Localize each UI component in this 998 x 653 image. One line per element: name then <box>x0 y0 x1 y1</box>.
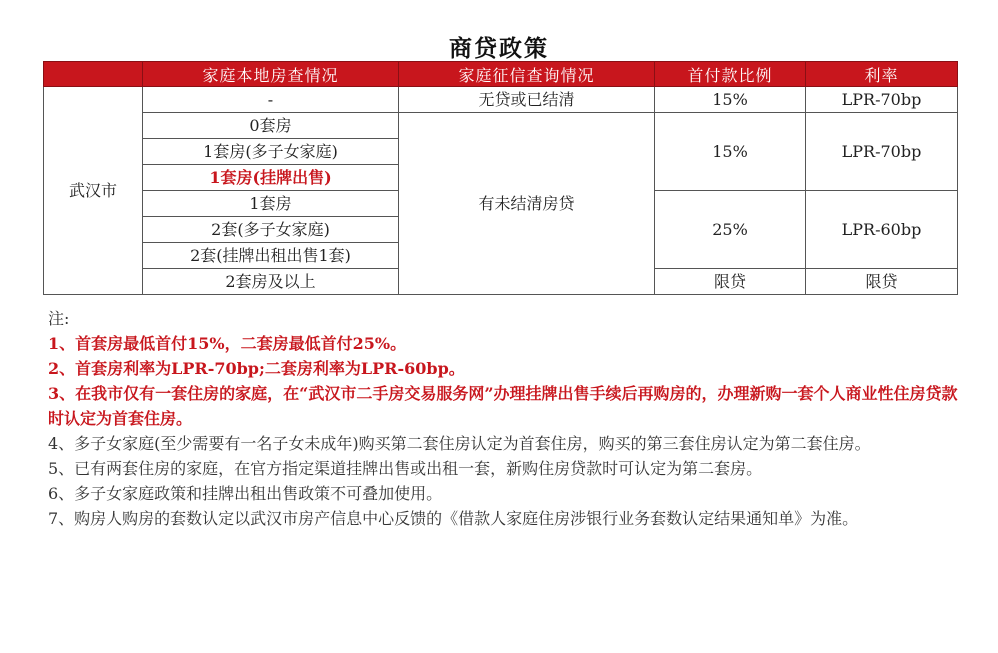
note-item-4: 4、多子女家庭(至少需要有一名子女未成年)购买第二套住房认定为首套住房，购买的第三套住房认定为第二套住房。 <box>48 434 871 453</box>
note-item-3: 3、在我市仅有一套住房的家庭，在“武汉市二手房交易服务网”办理挂牌出售手续后再购房的，办理新购一套个人商业性住房贷款时认定为首套住房。 <box>48 384 958 428</box>
credit-cell: 有未结清房贷 <box>399 113 655 295</box>
header-rate: 利率 <box>806 62 958 87</box>
table-header-row <box>44 62 958 87</box>
down-payment-cell: 15% <box>655 87 806 113</box>
rate-cell: LPR-60bp <box>806 191 958 269</box>
note-item-5: 5、已有两套住房的家庭，在官方指定渠道挂牌出售或出租一套，新购住房贷款时可认定为第二套房。 <box>48 459 763 478</box>
housing-cell: 0套房 <box>143 113 399 139</box>
note-item-1: 1、首套房最低首付15%，二套房最低首付25%。 <box>48 334 407 353</box>
policy-table <box>43 61 958 295</box>
down-payment-cell: 限贷 <box>655 269 806 295</box>
housing-cell-highlight: 1套房(挂牌出售) <box>143 165 399 191</box>
note-item-6: 6、多子女家庭政策和挂牌出租出售政策不可叠加使用。 <box>48 484 443 503</box>
housing-cell: - <box>143 87 399 113</box>
housing-cell: 2套(多子女家庭) <box>143 217 399 243</box>
header-down-payment: 首付款比例 <box>655 62 806 87</box>
note-item-7: 7、购房人购房的套数认定以武汉市房产信息中心反馈的《借款人家庭住房涉银行业务套数认定结果通知单》为准。 <box>48 509 859 528</box>
notes-label: 注: <box>48 309 70 328</box>
table-row <box>44 113 958 139</box>
table-row <box>44 87 958 113</box>
down-payment-cell: 15% <box>655 113 806 191</box>
down-payment-cell: 25% <box>655 191 806 269</box>
page-title: 商贷政策 <box>449 35 549 62</box>
header-credit: 家庭征信查询情况 <box>399 62 655 87</box>
rate-cell: LPR-70bp <box>806 87 958 113</box>
credit-cell: 无贷或已结清 <box>399 87 655 113</box>
header-city <box>44 62 143 87</box>
housing-cell: 2套房及以上 <box>143 269 399 295</box>
rate-cell: 限贷 <box>806 269 958 295</box>
rate-cell: LPR-70bp <box>806 113 958 191</box>
housing-cell: 1套房 <box>143 191 399 217</box>
notes-section <box>48 306 958 531</box>
housing-cell: 1套房(多子女家庭) <box>143 139 399 165</box>
header-housing: 家庭本地房查情况 <box>143 62 399 87</box>
housing-cell: 2套(挂牌出租出售1套) <box>143 243 399 269</box>
note-item-2: 2、首套房利率为LPR-70bp;二套房利率为LPR-60bp。 <box>48 359 465 378</box>
city-cell: 武汉市 <box>44 87 143 295</box>
